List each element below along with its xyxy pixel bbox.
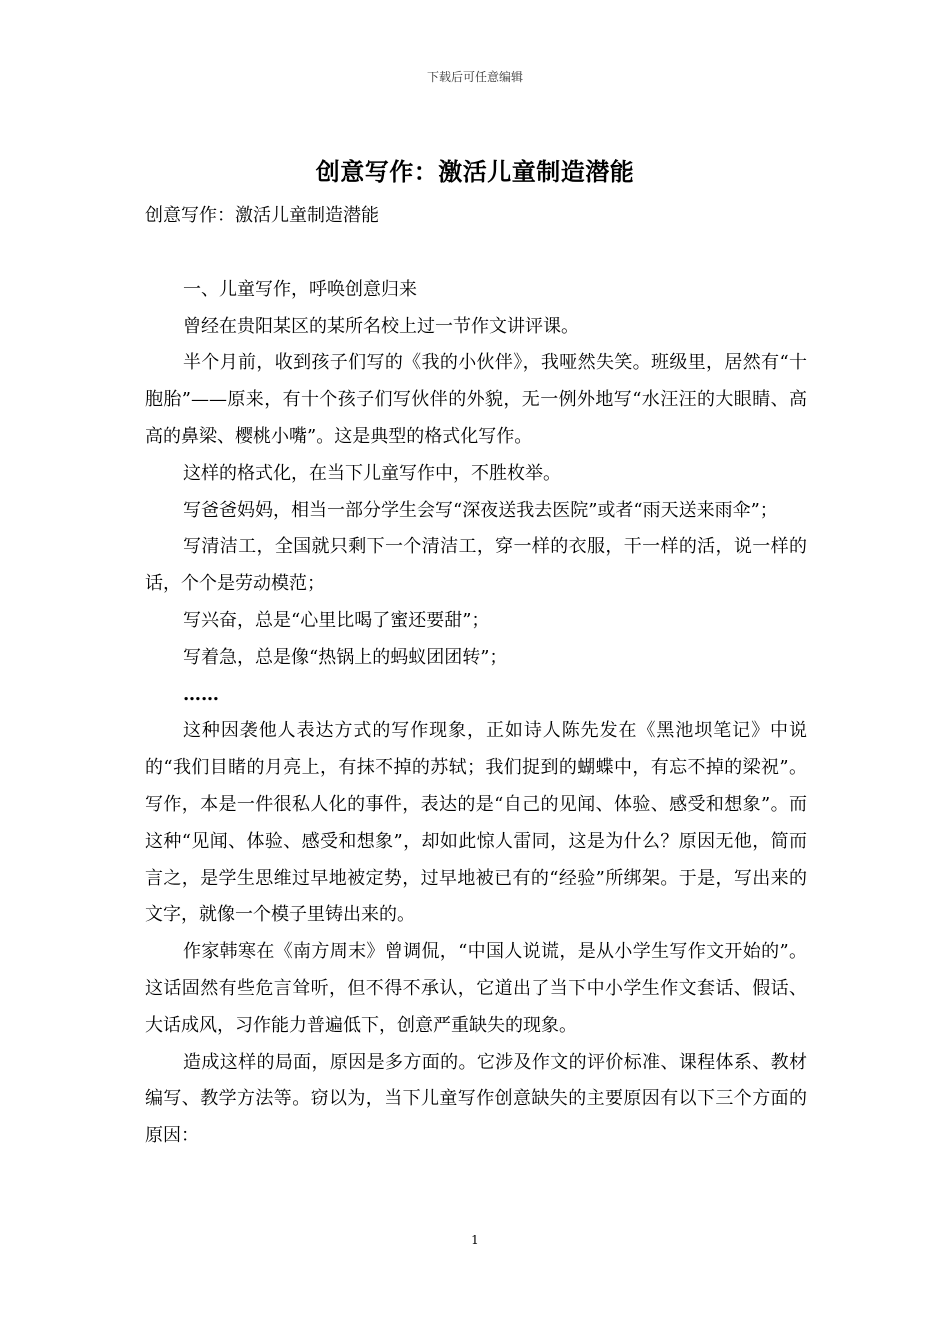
ellipsis-line: ……: [183, 683, 219, 705]
paragraph: 写着急，总是像“热锅上的蚂蚁团团转”；: [183, 646, 508, 668]
document-body: [145, 198, 807, 1155]
paragraph: 这样的格式化，在当下儿童写作中，不胜枚举。: [183, 462, 561, 484]
header-note: 下载后可任意编辑: [426, 70, 523, 84]
paragraph: 写清洁工，全国就只剩下一个清洁工，穿一样的衣服，干一样的活，说一样的话，个个是劳动模范；: [145, 536, 807, 595]
document-title: 创意写作：激活儿童制造潜能: [315, 157, 635, 186]
page-number: 1: [471, 1233, 479, 1247]
paragraph: 这种因袭他人表达方式的写作现象，正如诗人陈先发在《黑池坝笔记》中说的“我们目睹的月亮上，有抹不掉的苏轼；我们捉到的蝴蝶中，有忘不掉的梁祝”。写作，本是一件很私人化的事件，表达的是“自己的见闻、体验、感受和想象”。而这种“见闻、体验、感受和想象”，却如此惊人雷同，这是为什么？原因无他，简而言之，是学生思维过早地被定势，过早地被已有的“经验”所绑架。于是，写出来的文字，就像一个模子里铸出来的。: [145, 720, 807, 926]
paragraph: 写兴奋，总是“心里比喝了蜜还要甜”；: [183, 609, 490, 631]
paragraph: 作家韩寒在《南方周末》曾调侃，“中国人说谎，是从小学生写作文开始的”。这话固然有些危言耸听，但不得不承认，它道出了当下中小学生作文套话、假话、大话成风，习作能力普遍低下，创意严重缺失的现象。: [145, 941, 807, 1036]
paragraph: 曾经在贵阳某区的某所名校上过一节作文讲评课。: [183, 315, 579, 337]
section-heading: 一、儿童写作，呼唤创意归来: [183, 278, 417, 300]
paragraph: 半个月前，收到孩子们写的《我的小伙伴》，我哑然失笑。班级里，居然有“十胞胎”——原来，有十个孩子们写伙伴的外貌，无一例外地写“水汪汪的大眼睛、高高的鼻梁、樱桃小嘴”。这是典型的格式化写作。: [145, 352, 807, 447]
paragraph: 造成这样的局面，原因是多方面的。它涉及作文的评价标准、课程体系、教材编写、教学方法等。窃以为，当下儿童写作创意缺失的主要原因有以下三个方面的原因：: [145, 1051, 807, 1147]
document-subtitle: 创意写作：激活儿童制造潜能: [145, 205, 379, 226]
paragraph: 写爸爸妈妈，相当一部分学生会写“深夜送我去医院”或者“雨天送来雨伞”；: [183, 499, 778, 521]
